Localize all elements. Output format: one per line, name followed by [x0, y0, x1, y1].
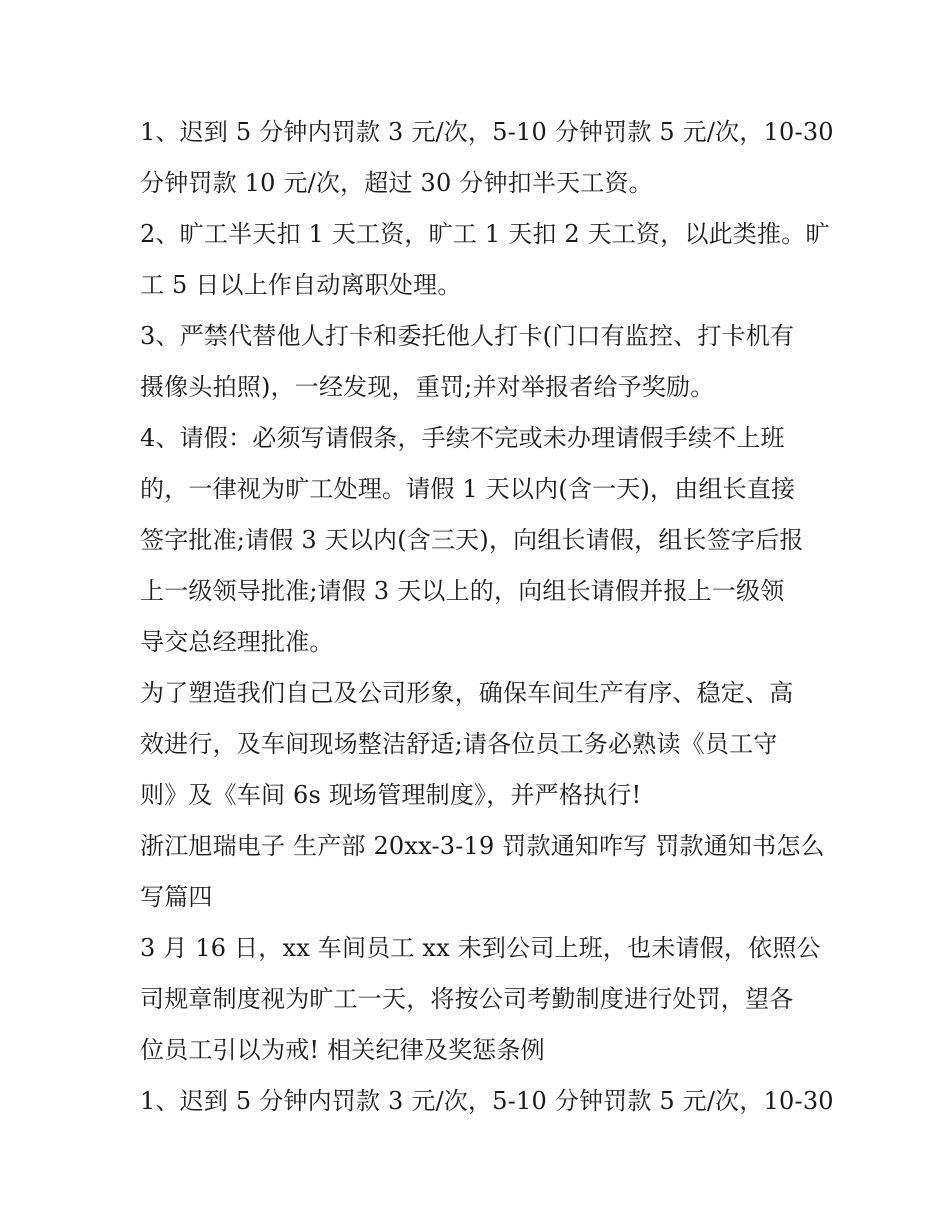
- text-line: 导交总经理批准。: [140, 628, 334, 656]
- text-line: 1、迟到 5 分钟内罚款 3 元/次，5-10 分钟罚款 5 元/次，10-30: [140, 118, 834, 146]
- document-body: [140, 107, 834, 1127]
- text-line: 写篇四: [140, 883, 213, 911]
- text-line: 浙江旭瑞电子 生产部 20xx-3-19 罚款通知咋写 罚款通知书怎么: [140, 832, 825, 860]
- text-line: 位员工引以为戒! 相关纪律及奖惩条例: [140, 1036, 545, 1064]
- text-line: 则》及《车间 6s 现场管理制度》，并严格执行!: [140, 781, 642, 809]
- text-line: 4、请假：必须写请假条，手续不完或未办理请假手续不上班: [140, 424, 785, 452]
- text-line: 的，一律视为旷工处理。请假 1 天以内(含一天)，由组长直接: [140, 475, 796, 503]
- text-line: 2、旷工半天扣 1 天工资，旷工 1 天扣 2 天工资，以此类推。旷: [140, 220, 830, 248]
- text-line: 效进行，及车间现场整洁舒适;请各位员工务必熟读《员工守: [140, 730, 778, 758]
- text-line: 工 5 日以上作自动离职处理。: [140, 271, 462, 299]
- text-line: 为了塑造我们自己及公司形象，确保车间生产有序、稳定、高: [140, 679, 794, 707]
- text-line: 3 月 16 日，xx 车间员工 xx 未到公司上班，也未请假，依照公: [140, 934, 821, 962]
- text-line: 签字批准;请假 3 天以内(含三天)，向组长请假，组长签字后报: [140, 526, 804, 554]
- text-line: 分钟罚款 10 元/次，超过 30 分钟扣半天工资。: [140, 169, 653, 197]
- text-line: 3、严禁代替他人打卡和委托他人打卡(门口有监控、打卡机有: [140, 322, 795, 350]
- text-line: 1、迟到 5 分钟内罚款 3 元/次，5-10 分钟罚款 5 元/次，10-30: [140, 1087, 834, 1115]
- text-line: 司规章制度视为旷工一天，将按公司考勤制度进行处罚，望各: [140, 985, 794, 1013]
- text-line: 摄像头拍照)，一经发现，重罚;并对举报者给予奖励。: [140, 373, 715, 401]
- text-line: 上一级领导批准;请假 3 天以上的，向组长请假并报上一级领: [140, 577, 785, 605]
